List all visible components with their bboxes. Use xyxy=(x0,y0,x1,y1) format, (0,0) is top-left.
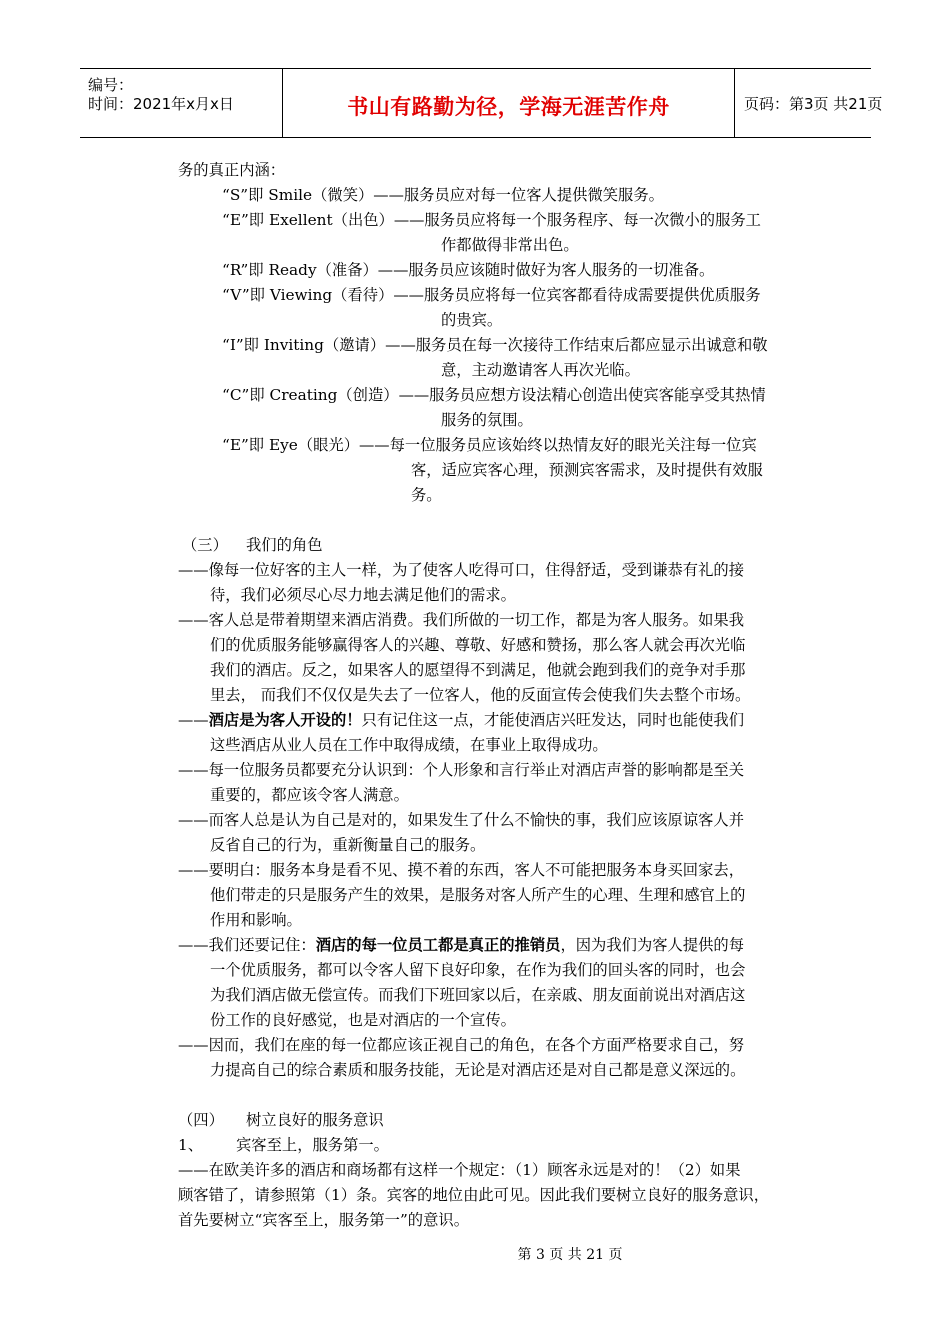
paragraph-line: ——要明白：服务本身是看不见、摸不着的东西，客人不可能把服务本身买回家去， xyxy=(178,861,744,879)
service-e2-cont1: 客，适应宾客心理，预测宾客需求，及时提供有效服 xyxy=(411,461,763,479)
text-run: ——我们还要记住： xyxy=(178,936,316,954)
intro-line: 务的真正内涵： xyxy=(178,161,286,179)
service-c-line: “C”即 Creating（创造）——服务员应想方设法精心创造出使宾客能享受其热情 xyxy=(222,386,766,404)
service-e2-line: “E”即 Eye（眼光）——每一位服务员应该始终以热情友好的眼光关注每一位宾 xyxy=(222,436,757,454)
text-run: 只有记住这一点，才能使酒店兴旺发达，同时也能使我们 xyxy=(361,711,745,729)
paragraph-line: 里去， 而我们不仅仅是失去了一位客人，他的反面宣传会使我们失去整个市场。 xyxy=(210,686,751,704)
page-footer: 第 3 页 共 21 页 xyxy=(517,1247,623,1263)
service-e1-cont: 作都做得非常出色。 xyxy=(441,236,579,254)
document-date: 时间：2021年x月x日 xyxy=(88,95,234,113)
item1-number: 1、 xyxy=(178,1136,204,1154)
paragraph-line: 份工作的良好感觉，也是对酒店的一个宣传。 xyxy=(210,1011,516,1029)
text-run: ，因为我们为客人提供的每 xyxy=(560,936,745,954)
paragraph-line: 这些酒店从业人员在工作中取得成绩，在事业上取得成功。 xyxy=(210,736,608,754)
section3-number: （三） xyxy=(182,536,228,554)
dash: —— xyxy=(178,711,209,729)
service-v-line: “V”即 Viewing（看待）——服务员应将每一位宾客都看待成需要提供优质服务 xyxy=(222,286,761,304)
item1-heading: 宾客至上，服务第一。 xyxy=(236,1136,389,1154)
paragraph-line: 重要的，都应该令客人满意。 xyxy=(210,786,409,804)
service-i-line: “I”即 Inviting（邀请）——服务员在每一次接待工作结束后都应显示出诚意和敬 xyxy=(222,336,768,354)
header-motto: 书山有路勤为径，学海无涯苦作舟 xyxy=(347,95,670,119)
service-e2-cont2: 务。 xyxy=(411,486,442,504)
paragraph-line: ——像每一位好客的主人一样，为了使客人吃得可口，住得舒适，受到谦恭有礼的接 xyxy=(178,561,744,579)
section4-heading: 树立良好的服务意识 xyxy=(246,1111,384,1129)
paragraph-line: 他们带走的只是服务产生的效果，是服务对客人所产生的心理、生理和感官上的 xyxy=(210,886,746,904)
paragraph-line: ——每一位服务员都要充分认识到：个人形象和言行举止对酒店声誉的影响都是至关 xyxy=(178,761,744,779)
service-s-line: “S”即 Smile（微笑）——服务员应对每一位客人提供微笑服务。 xyxy=(222,186,664,204)
service-e1-line: “E”即 Exellent（出色）——服务员应将每一个服务程序、每一次微小的服务工 xyxy=(222,211,761,229)
document-number-label: 编号： xyxy=(88,76,134,94)
paragraph-line: ——在欧美许多的酒店和商场都有这样一个规定：（1）顾客永远是对的！（2）如果 xyxy=(178,1161,741,1179)
header-center-cell xyxy=(282,69,735,137)
page-header xyxy=(80,68,883,138)
paragraph-line: 待，我们必须尽心尽力地去满足他们的需求。 xyxy=(210,586,516,604)
paragraph-line: 首先要树立“宾客至上，服务第一”的意识。 xyxy=(178,1211,469,1229)
bold-emphasis: 酒店的每一位员工都是真正的推销员 xyxy=(315,936,561,954)
section4-number: （四） xyxy=(178,1111,224,1129)
service-r-line: “R”即 Ready（准备）——服务员应该随时做好为客人服务的一切准备。 xyxy=(222,261,715,279)
service-i-cont: 意，主动邀请客人再次光临。 xyxy=(441,361,640,379)
paragraph-line: 为我们酒店做无偿宣传。而我们下班回家以后，在亲戚、朋友面前说出对酒店这 xyxy=(210,986,746,1004)
header-left-cell xyxy=(80,69,282,137)
paragraph-line: ——客人总是带着期望来酒店消费。我们所做的一切工作，都是为客人服务。如果我 xyxy=(178,611,744,629)
header-right-cell xyxy=(734,69,883,137)
paragraph-line: 们的优质服务能够赢得客人的兴趣、尊敬、好感和赞扬，那么客人就会再次光临 xyxy=(210,636,746,654)
service-v-cont: 的贵宾。 xyxy=(441,311,503,329)
paragraph-line: 一个优质服务，都可以令客人留下良好印象，在作为我们的回头客的同时，也会 xyxy=(210,961,746,979)
paragraph-line: ——因而，我们在座的每一位都应该正视自己的角色，在各个方面严格要求自己，努 xyxy=(178,1036,744,1054)
paragraph-line: 我们的酒店。反之，如果客人的愿望得不到满足，他就会跑到我们的竞争对手那 xyxy=(210,661,746,679)
paragraph-line: ——而客人总是认为自己是对的，如果发生了什么不愉快的事，我们应该原谅客人并 xyxy=(178,811,744,829)
paragraph-line xyxy=(178,708,744,733)
paragraph-line xyxy=(178,933,744,958)
paragraph-line: 反省自己的行为，重新衡量自己的服务。 xyxy=(210,836,486,854)
paragraph-line: 作用和影响。 xyxy=(210,911,302,929)
paragraph-line: 力提高自己的综合素质和服务技能，无论是对酒店还是对自己都是意义深远的。 xyxy=(210,1061,746,1079)
paragraph-line: 顾客错了，请参照第（1）条。宾客的地位由此可见。因此我们要树立良好的服务意识， xyxy=(178,1186,770,1204)
header-page-info: 页码：第3页 共21页 xyxy=(744,95,883,113)
bold-emphasis: 酒店是为客人开设的！ xyxy=(208,711,362,729)
service-c-cont: 服务的氛围。 xyxy=(441,411,533,429)
section3-heading: 我们的角色 xyxy=(246,536,323,554)
